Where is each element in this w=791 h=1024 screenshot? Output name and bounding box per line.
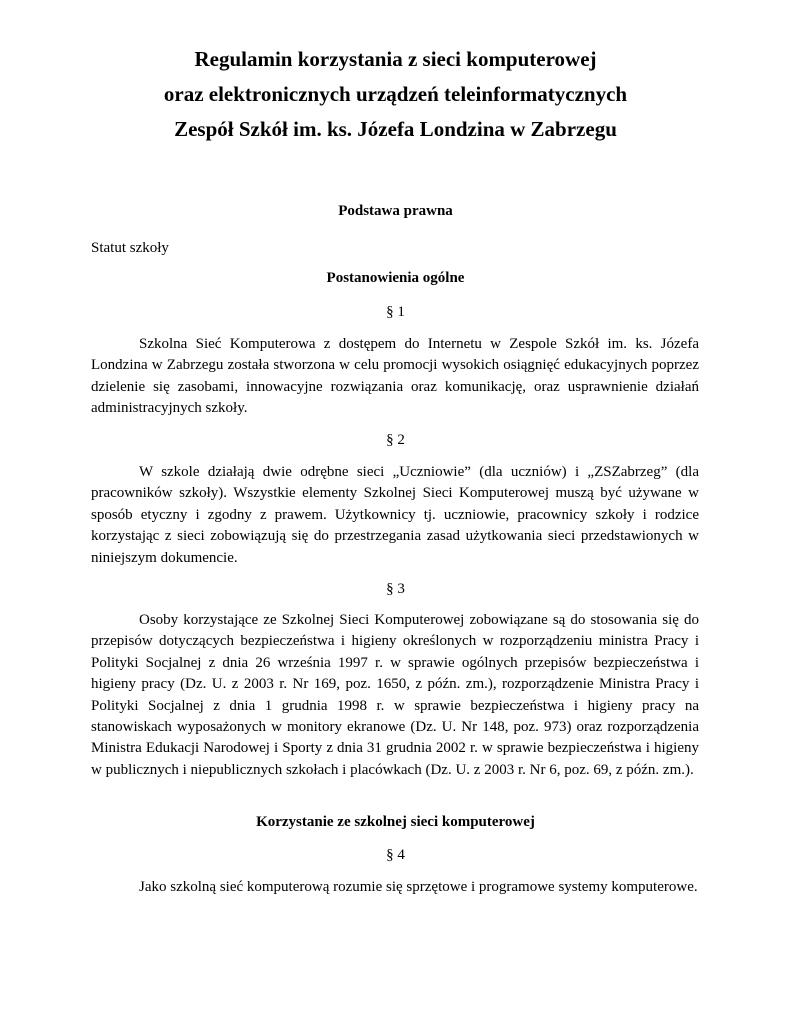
document-title-line-1: Regulamin korzystania z sieci komputerowej [194,47,597,71]
legal-basis-text: Statut szkoły [91,240,169,256]
section-text-1: Szkolna Sieć Komputerowa z dostępem do Internetu w Zespole Szkół im. ks. Józefa Londzina w Zabrzegu została stworzona w celu promocji wysokich osiągnięć edukacyjnych poprzez dzielenie się zasobami, innowacyjne rozwiązania oraz komunikację, oraz usprawnienie działań administracyjnych szkoły. [91,336,699,417]
section-mark-4: § 4 [386,847,405,863]
document-title-line-2: oraz elektronicznych urządzeń teleinformatycznych [163,82,628,106]
section-mark-1: § 1 [386,304,405,320]
legal-basis-heading: Podstawa prawna [338,203,453,219]
general-provisions-heading: Postanowienia ogólne [326,270,465,286]
section-text-4: Jako szkolną sieć komputerową rozumie się sprzętowe i programowe systemy komputerowe. [139,879,698,895]
network-usage-heading: Korzystanie ze szkolnej sieci komputerowej [256,814,535,830]
section-text-2: W szkole działają dwie odrębne sieci „Uczniowie” (dla uczniów) i „ZSZabrzeg” (dla pracowników szkoły). Wszystkie elementy Szkolnej Sieci Komputerowej muszą być używane w sposób etyczny i zgodny z prawem. Użytkownicy tj. uczniowie, pracownicy szkoły i rodzice korzystając z sieci zobowiązują się do przestrzegania zasad użytkowania sieci przedstawionych w niniejszym dokumencie. [91,464,699,566]
section-text-3: Osoby korzystające ze Szkolnej Sieci Komputerowej zobowiązane są do stosowania się do przepisów dotyczących bezpieczeństwa i higieny określonych w rozporządzeniu ministra Pracy i Polityki Socjalnej z dnia 26 września 1997 r. w sprawie ogólnych przepisów bezpieczeństwa i higieny pracy (Dz. U. z 2003 r. Nr 169, poz. 1650, z późn. zm.), rozporządzenie Ministra Pracy i Polityki Socjalnej z dnia 1 grudnia 1998 r. w sprawie bezpieczeństwa i higieny pracy na stanowiskach wyposażonych w monitory ekranowe (Dz. U. Nr 148, poz. 973) oraz rozporządzenia Ministra Edukacji Narodowej i Sporty z dnia 31 grudnia 2002 r. w sprawie bezpieczeństwa i higieny w publicznych i niepublicznych szkołach i placówkach (Dz. U. z 2003 r. Nr 6, poz. 69, z późn. zm.). [91,612,699,778]
section-mark-2: § 2 [386,432,405,448]
section-mark-3: § 3 [386,581,405,597]
document-title-line-3: Zespół Szkół im. ks. Józefa Londzina w Zabrzegu [174,117,617,141]
